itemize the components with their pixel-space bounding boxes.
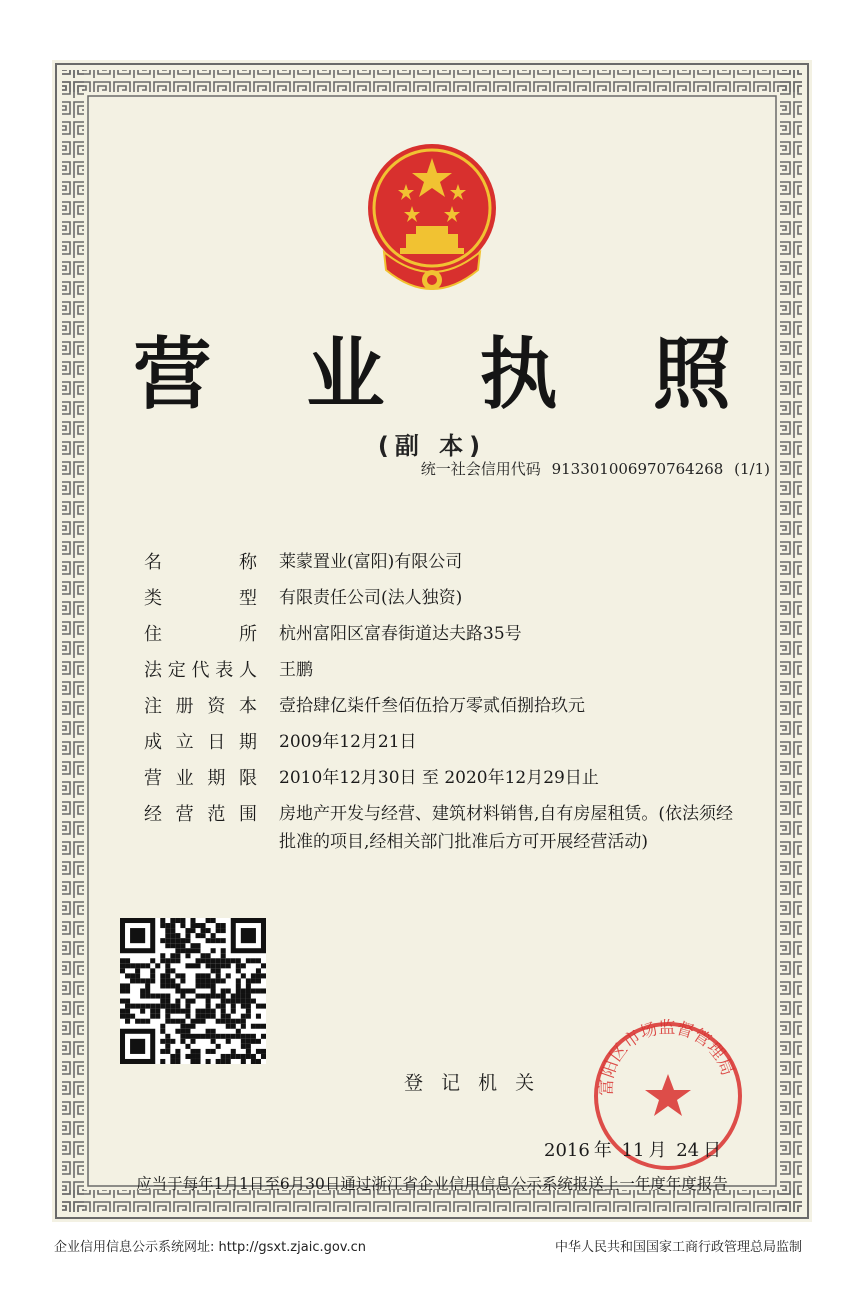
page-title: 营 业 执 照 xyxy=(133,330,765,420)
field-value: 莱蒙置业(富阳)有限公司 xyxy=(279,552,463,572)
credit-code-page: (1/1) xyxy=(734,460,770,478)
annual-report-notice: 应当于每年1月1日至6月30日通过浙江省企业信用信息公示系统报送上一年度年度报告 xyxy=(136,1175,728,1193)
field-label: 经营范围 xyxy=(144,804,259,825)
field-label: 营业期限 xyxy=(144,768,259,789)
copy-subtitle: (副 本) xyxy=(377,432,487,460)
registration-authority-label: 登 记 机 关 xyxy=(404,1072,541,1094)
field-row-name xyxy=(144,548,784,584)
field-label: 类 型 xyxy=(144,588,259,609)
field-label: 注册资本 xyxy=(144,696,259,717)
field-value: 2009年12月21日 xyxy=(279,732,417,752)
field-value: 壹拾肆亿柒仟叁佰伍拾万零贰佰捌拾玖元 xyxy=(279,696,585,716)
seal-text: 富阳区市场监督管理局 xyxy=(596,1018,738,1097)
qr-code-icon xyxy=(120,918,266,1064)
field-row-term xyxy=(144,764,784,800)
footer-issuer: 中华人民共和国国家工商行政管理总局监制 xyxy=(554,1240,802,1255)
field-value: 2010年12月30日 至 2020年12月29日止 xyxy=(279,768,599,788)
footer-website xyxy=(54,1236,366,1255)
scope-line: 房地产开发与经营、建筑材料销售,自有房屋租赁。(依法须经 xyxy=(279,804,734,824)
field-label: 成立日期 xyxy=(144,732,259,753)
credit-code-value: 913301006970764268 xyxy=(551,460,724,478)
scope-line: 批准的项目,经相关部门批准后方可开展经营活动) xyxy=(279,832,649,852)
date-day-unit: 日 xyxy=(703,1140,722,1161)
license-sheet xyxy=(52,60,812,1222)
credit-code-label: 统一社会信用代码 xyxy=(420,460,541,478)
field-label: 法定代表人 xyxy=(144,660,259,681)
field-value: 杭州富阳区富春街道达夫路35号 xyxy=(279,624,522,644)
footer-website-label: 企业信用信息公示系统网址: xyxy=(54,1240,215,1255)
field-row-address xyxy=(144,620,784,656)
license-fields xyxy=(144,548,784,856)
date-year: 2016 xyxy=(544,1140,590,1161)
field-value: 有限责任公司(法人独资) xyxy=(279,588,463,608)
date-day: 24 xyxy=(676,1140,700,1161)
date-month: 11 xyxy=(621,1140,645,1161)
field-row-scope xyxy=(144,800,784,856)
date-year-unit: 年 xyxy=(593,1140,612,1161)
field-row-type xyxy=(144,584,784,620)
field-value-scope xyxy=(279,800,733,856)
field-label: 名 称 xyxy=(144,552,259,573)
field-row-legal-rep xyxy=(144,656,784,692)
field-value: 王鹏 xyxy=(279,660,313,680)
field-row-established xyxy=(144,728,784,764)
issue-date xyxy=(542,1136,723,1162)
date-month-unit: 月 xyxy=(648,1140,667,1161)
field-label: 住 所 xyxy=(144,624,259,645)
field-row-capital xyxy=(144,692,784,728)
credit-code-line xyxy=(415,458,770,479)
footer-website-url[interactable]: http://gsxt.zjaic.gov.cn xyxy=(218,1240,367,1255)
